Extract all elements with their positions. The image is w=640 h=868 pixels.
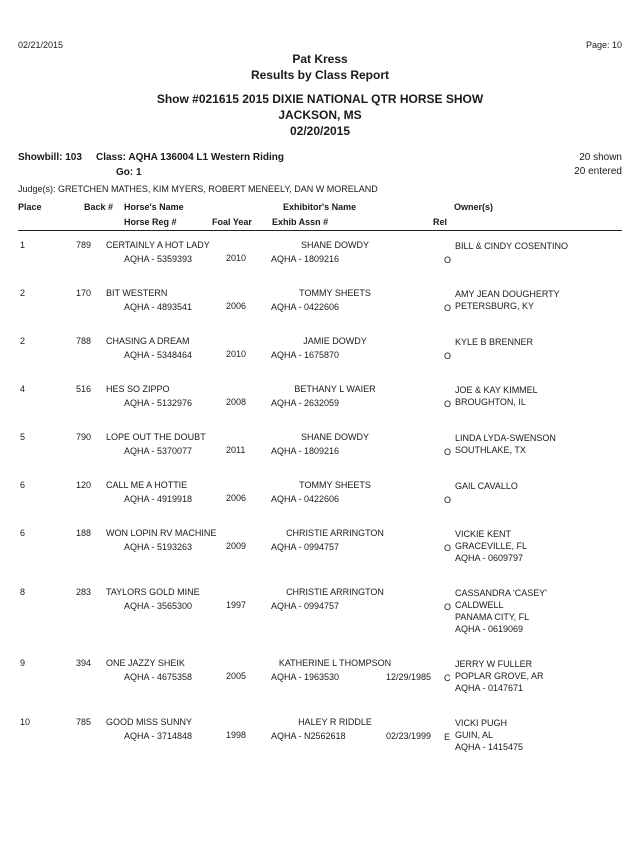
horse-reg: AQHA - 4675358 [124, 672, 193, 682]
foal-year: 2010 [226, 253, 247, 263]
owner-line: BROUGHTON, IL [455, 397, 526, 407]
relationship-code: O [444, 602, 452, 612]
back-number: 788 [76, 336, 92, 346]
go-label: Go: 1 [116, 167, 142, 178]
foal-year: 2009 [226, 541, 247, 551]
col-exhib-assn: Exhib Assn # [272, 217, 329, 227]
foal-year: 2010 [226, 349, 247, 359]
owner-line: CALDWELL [455, 600, 504, 610]
foal-year: 2008 [226, 397, 247, 407]
place: 2 [20, 288, 26, 298]
exhibitor-name: CHRISTIE ARRINGTON [286, 587, 384, 597]
exhib-assn: AQHA - N2562618 [271, 731, 346, 741]
owner-line: POPLAR GROVE, AR [455, 671, 544, 681]
relationship-code: O [444, 543, 452, 553]
place: 6 [20, 528, 26, 538]
page-number: Page: 10 [585, 40, 622, 50]
showbill-label: Showbill: 103 [18, 152, 82, 163]
owner-line: AQHA - 0619069 [455, 624, 524, 634]
col-back: Back # [84, 202, 114, 212]
owner-line: JOE & KAY KIMMEL [455, 385, 538, 395]
exhibitor-name: SHANE DOWDY [300, 240, 369, 250]
owner-line: GRACEVILLE, FL [455, 541, 528, 551]
exhibitor-name: SHANE DOWDY [300, 432, 369, 442]
judges-line: Judge(s): GRETCHEN MATHES, KIM MYERS, ROBERT MENEELY, DAN W MORELAND [18, 184, 378, 194]
place: 9 [20, 658, 26, 668]
horse-reg: AQHA - 3565300 [124, 601, 193, 611]
owner-line: AQHA - 1415475 [455, 742, 524, 752]
place: 5 [20, 432, 26, 442]
exhibitor-name: TOMMY SHEETS [299, 288, 371, 298]
col-place: Place [18, 202, 42, 212]
exhib-assn: AQHA - 0422606 [271, 302, 340, 312]
exhib-assn: AQHA - 0422606 [271, 494, 340, 504]
show-title: Show #021615 2015 DIXIE NATIONAL QTR HORSE SHOW [156, 92, 484, 106]
horse-reg: AQHA - 4919918 [124, 494, 193, 504]
col-horse-reg: Horse Reg # [124, 217, 177, 227]
relationship-code: O [444, 303, 452, 313]
back-number: 516 [76, 384, 92, 394]
relationship-code: E [444, 732, 451, 742]
exhib-assn: AQHA - 1675870 [271, 350, 340, 360]
owner-line: PANAMA CITY, FL [455, 612, 530, 622]
place: 2 [20, 336, 26, 346]
show-location: JACKSON, MS [278, 108, 362, 122]
exhib-assn: AQHA - 1809216 [271, 446, 340, 456]
relationship-code: O [444, 255, 452, 265]
exhibitor-name: KATHERINE L THOMPSON [278, 658, 392, 668]
place: 8 [20, 587, 26, 597]
shown-count: 20 shown [579, 152, 622, 163]
col-owners: Owner(s) [454, 202, 494, 212]
relationship-code: C [444, 673, 451, 683]
horse-reg: AQHA - 5370077 [124, 446, 193, 456]
owner-line: GUIN, AL [455, 730, 494, 740]
place: 1 [20, 240, 26, 250]
back-number: 394 [76, 658, 92, 668]
exhib-assn: AQHA - 1963530 [271, 672, 340, 682]
owner-line: BILL & CINDY COSENTINO [455, 241, 569, 251]
horse-name: TAYLORS GOLD MINE [106, 587, 200, 597]
back-number: 170 [76, 288, 92, 298]
foal-year: 2006 [226, 493, 247, 503]
exhib-assn: AQHA - 1809216 [271, 254, 340, 264]
owner-line: SOUTHLAKE, TX [455, 445, 526, 455]
owner-line: AMY JEAN DOUGHERTY [455, 289, 560, 299]
col-exhibitor-name: Exhibitor's Name [283, 202, 357, 212]
back-number: 789 [76, 240, 92, 250]
foal-year: 1998 [226, 730, 247, 740]
horse-name: BIT WESTERN [106, 288, 168, 298]
print-date: 02/21/2015 [18, 40, 64, 50]
class-label: Class: AQHA 136004 L1 Western Riding [96, 152, 285, 163]
back-number: 120 [76, 480, 92, 490]
owner-line: VICKI PUGH [455, 718, 508, 728]
owner-line: AQHA - 0609797 [455, 553, 524, 563]
exhib-assn: AQHA - 2632059 [271, 398, 340, 408]
exhibitor-birthdate: 02/23/1999 [386, 731, 432, 741]
exhibitor-name: TOMMY SHEETS [299, 480, 371, 490]
header-divider [18, 230, 622, 231]
relationship-code: O [444, 399, 452, 409]
horse-reg: AQHA - 3714848 [124, 731, 193, 741]
horse-name: CERTAINLY A HOT LADY [106, 240, 210, 250]
back-number: 785 [76, 717, 92, 727]
owner-line: AQHA - 0147671 [455, 683, 524, 693]
horse-name: GOOD MISS SUNNY [106, 717, 193, 727]
horse-reg: AQHA - 5348464 [124, 350, 193, 360]
horse-reg: AQHA - 5132976 [124, 398, 193, 408]
owner-line: VICKIE KENT [455, 529, 512, 539]
report-author: Pat Kress [292, 52, 348, 66]
col-rel: Rel [433, 217, 448, 227]
owner-line: GAIL CAVALLO [455, 481, 518, 491]
horse-name: ONE JAZZY SHEIK [106, 658, 185, 668]
foal-year: 2005 [226, 671, 247, 681]
exhibitor-name: CHRISTIE ARRINGTON [286, 528, 384, 538]
horse-name: LOPE OUT THE DOUBT [106, 432, 206, 442]
back-number: 283 [76, 587, 92, 597]
owner-line: PETERSBURG, KY [455, 301, 535, 311]
relationship-code: O [444, 351, 452, 361]
place: 10 [20, 717, 31, 727]
exhib-assn: AQHA - 0994757 [271, 542, 340, 552]
owner-line: KYLE B BRENNER [455, 337, 534, 347]
owner-line: LINDA LYDA-SWENSON [455, 433, 556, 443]
horse-name: CHASING A DREAM [106, 336, 190, 346]
back-number: 790 [76, 432, 92, 442]
exhibitor-name: JAMIE DOWDY [303, 336, 367, 346]
show-date: 02/20/2015 [289, 124, 351, 138]
report-title: Results by Class Report [250, 68, 390, 82]
col-horse-name: Horse's Name [124, 202, 184, 212]
exhibitor-birthdate: 12/29/1985 [386, 672, 432, 682]
place: 4 [20, 384, 26, 394]
foal-year: 2006 [226, 301, 247, 311]
back-number: 188 [76, 528, 92, 538]
owner-line: JERRY W FULLER [455, 659, 533, 669]
relationship-code: O [444, 495, 452, 505]
horse-reg: AQHA - 4893541 [124, 302, 193, 312]
col-foal-year: Foal Year [212, 217, 252, 227]
foal-year: 2011 [226, 445, 246, 455]
horse-name: WON LOPIN RV MACHINE [106, 528, 217, 538]
horse-name: CALL ME A HOTTIE [106, 480, 188, 490]
place: 6 [20, 480, 26, 490]
exhibitor-name: BETHANY L WAIER [294, 384, 376, 394]
horse-reg: AQHA - 5193263 [124, 542, 193, 552]
owner-line: CASSANDRA 'CASEY' [455, 588, 547, 598]
entered-count: 20 entered [574, 166, 622, 177]
exhib-assn: AQHA - 0994757 [271, 601, 340, 611]
relationship-code: O [444, 447, 452, 457]
horse-name: HES SO ZIPPO [106, 384, 170, 394]
exhibitor-name: HALEY R RIDDLE [298, 717, 372, 727]
foal-year: 1997 [226, 600, 247, 610]
horse-reg: AQHA - 5359393 [124, 254, 193, 264]
